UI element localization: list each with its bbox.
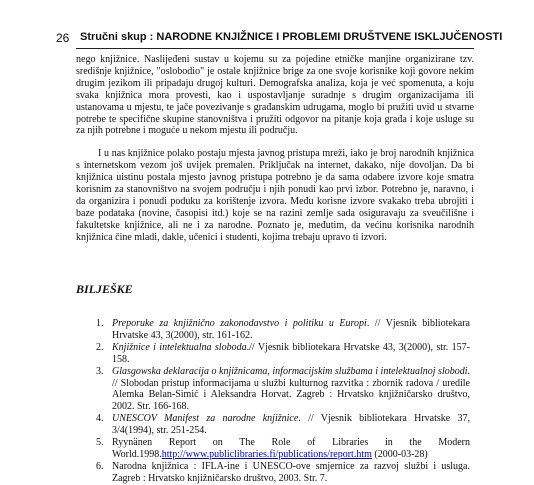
note-item: [96, 366, 470, 414]
note-number: 6.: [96, 460, 104, 472]
note-item: [96, 342, 470, 366]
note-date: (2000-03-28): [371, 448, 428, 460]
note-item: [96, 461, 470, 485]
note-number: 5.: [96, 437, 104, 449]
note-item: [96, 413, 470, 437]
note-item: [96, 318, 470, 342]
report-link[interactable]: http://www.publiclibraries.fi/publications/report.htm: [161, 448, 372, 460]
note-citation: . // Vjesnik bibliotekara Hrvatske 43, 3(2000), str. 161-162.: [112, 318, 470, 341]
header-rule: [76, 48, 474, 49]
note-number: 2.: [96, 341, 104, 353]
note-citation: Narodna knjižnica : IFLA-ine i UNESCO-ove smjernice za razvoj službi i usluga. Zagreb : Hrvatsko knjižničarsko društvo, 2003. Str. 7.: [112, 460, 470, 484]
note-citation: . // Slobodan pristup informacijama u službi kulturnog razvitka : zbornik radova / uredile Alemka Belan-Simić i Aleksandra Horvat. Zagreb : Hrvatsko knjižničarsko društvo, 2002. Str. 166-168.: [112, 365, 470, 413]
paragraph: nego knjižnice. Naslijeđeni sustav u kojemu su za pojedine etničke manjine organizirane tzv. središnje knjižnice, "oslobodio" je ostale knjižnice brige za one svoje korisnike koji govore nekim drugim jezikom ili pripadaju drugoj kulturi. Demografska analiza, koja je već spomenuta, a koju svaka knjižnica mora provesti, kao i uspostavljanje suradnje s drugim organizacijama ili ustanovama u mjestu, te jače povezivanje s građanskim udrugama, moglo bi pružiti uvid u stvarne potrebe te specifične skupine stanovništva i pružiti odgovor na pitanje koja građa i koje usluge su za njih potrebne i moguće u nekom mjestu ili području.: [76, 54, 474, 137]
note-title: UNESCOV Manifest za narodne knjižnice: [112, 413, 299, 425]
paragraph: I u nas knjižnice polako postaju mjesta javnog pristupa mreži, iako je broj narodnih knjižnica s internetskom vezom još uvijek premalen. Priključak na internet, dakako, nije dovoljan. Da bi knjižnica uistinu postala mjesto javnog pristupa potrebno je da sama odabere izvore koje smatra korisnim za stanovništvo na svojem području i njih ponudi kao prvi izbor. Potrebno je, naravno, i da organizira i ponudi poduku za korištenje izvora. Među korisne izvore svakako treba ubrojiti i baze podataka (novine, časopisi itd.) koje se na razini zemlje sada osiguravaju za sveučilišne i fakultetske knjižnice, ali ne i za narodne. Poznato je, međutim, da većinu korisnika narodnih knjižnica čine mladi, dakle, učenici i studenti, kojima trebaju upravo ti izvori.: [76, 148, 474, 243]
note-title: Preporuke za knjižnično zakonodavstvo i politiku u Europi: [112, 318, 367, 329]
note-number: 1.: [96, 318, 104, 329]
note-title: Glasgowska deklaracija o knjižnicama, informacijskim službama i intelektualnoj slobodi: [112, 365, 468, 377]
notes-list: [96, 318, 470, 485]
note-number: 4.: [96, 413, 104, 425]
page-header: [0, 0, 534, 48]
note-citation: .// Vjesnik bibliotekara Hrvatske 43, 3(2000), str. 157-158.: [112, 341, 471, 365]
running-title: Stručni skup : NARODNE KNJIŽNICE I PROBLEMI DRUŠTVENE ISKLJUČENOSTI: [80, 31, 503, 43]
note-item: [96, 437, 470, 461]
body-text: [76, 54, 474, 244]
notes-heading: BILJEŠKE: [76, 282, 133, 296]
note-number: 3.: [96, 365, 104, 377]
page-number: 26: [56, 31, 70, 45]
note-citation: Ryynänen Report on The Role of Libraries in the Modern World.1998.: [112, 437, 470, 460]
note-title: Knjižnice i intelektualna sloboda: [112, 341, 247, 353]
note-citation: . // Vjesnik bibliotekara Hrvatske 37, 3/4(1994), str. 251-254.: [112, 413, 470, 437]
